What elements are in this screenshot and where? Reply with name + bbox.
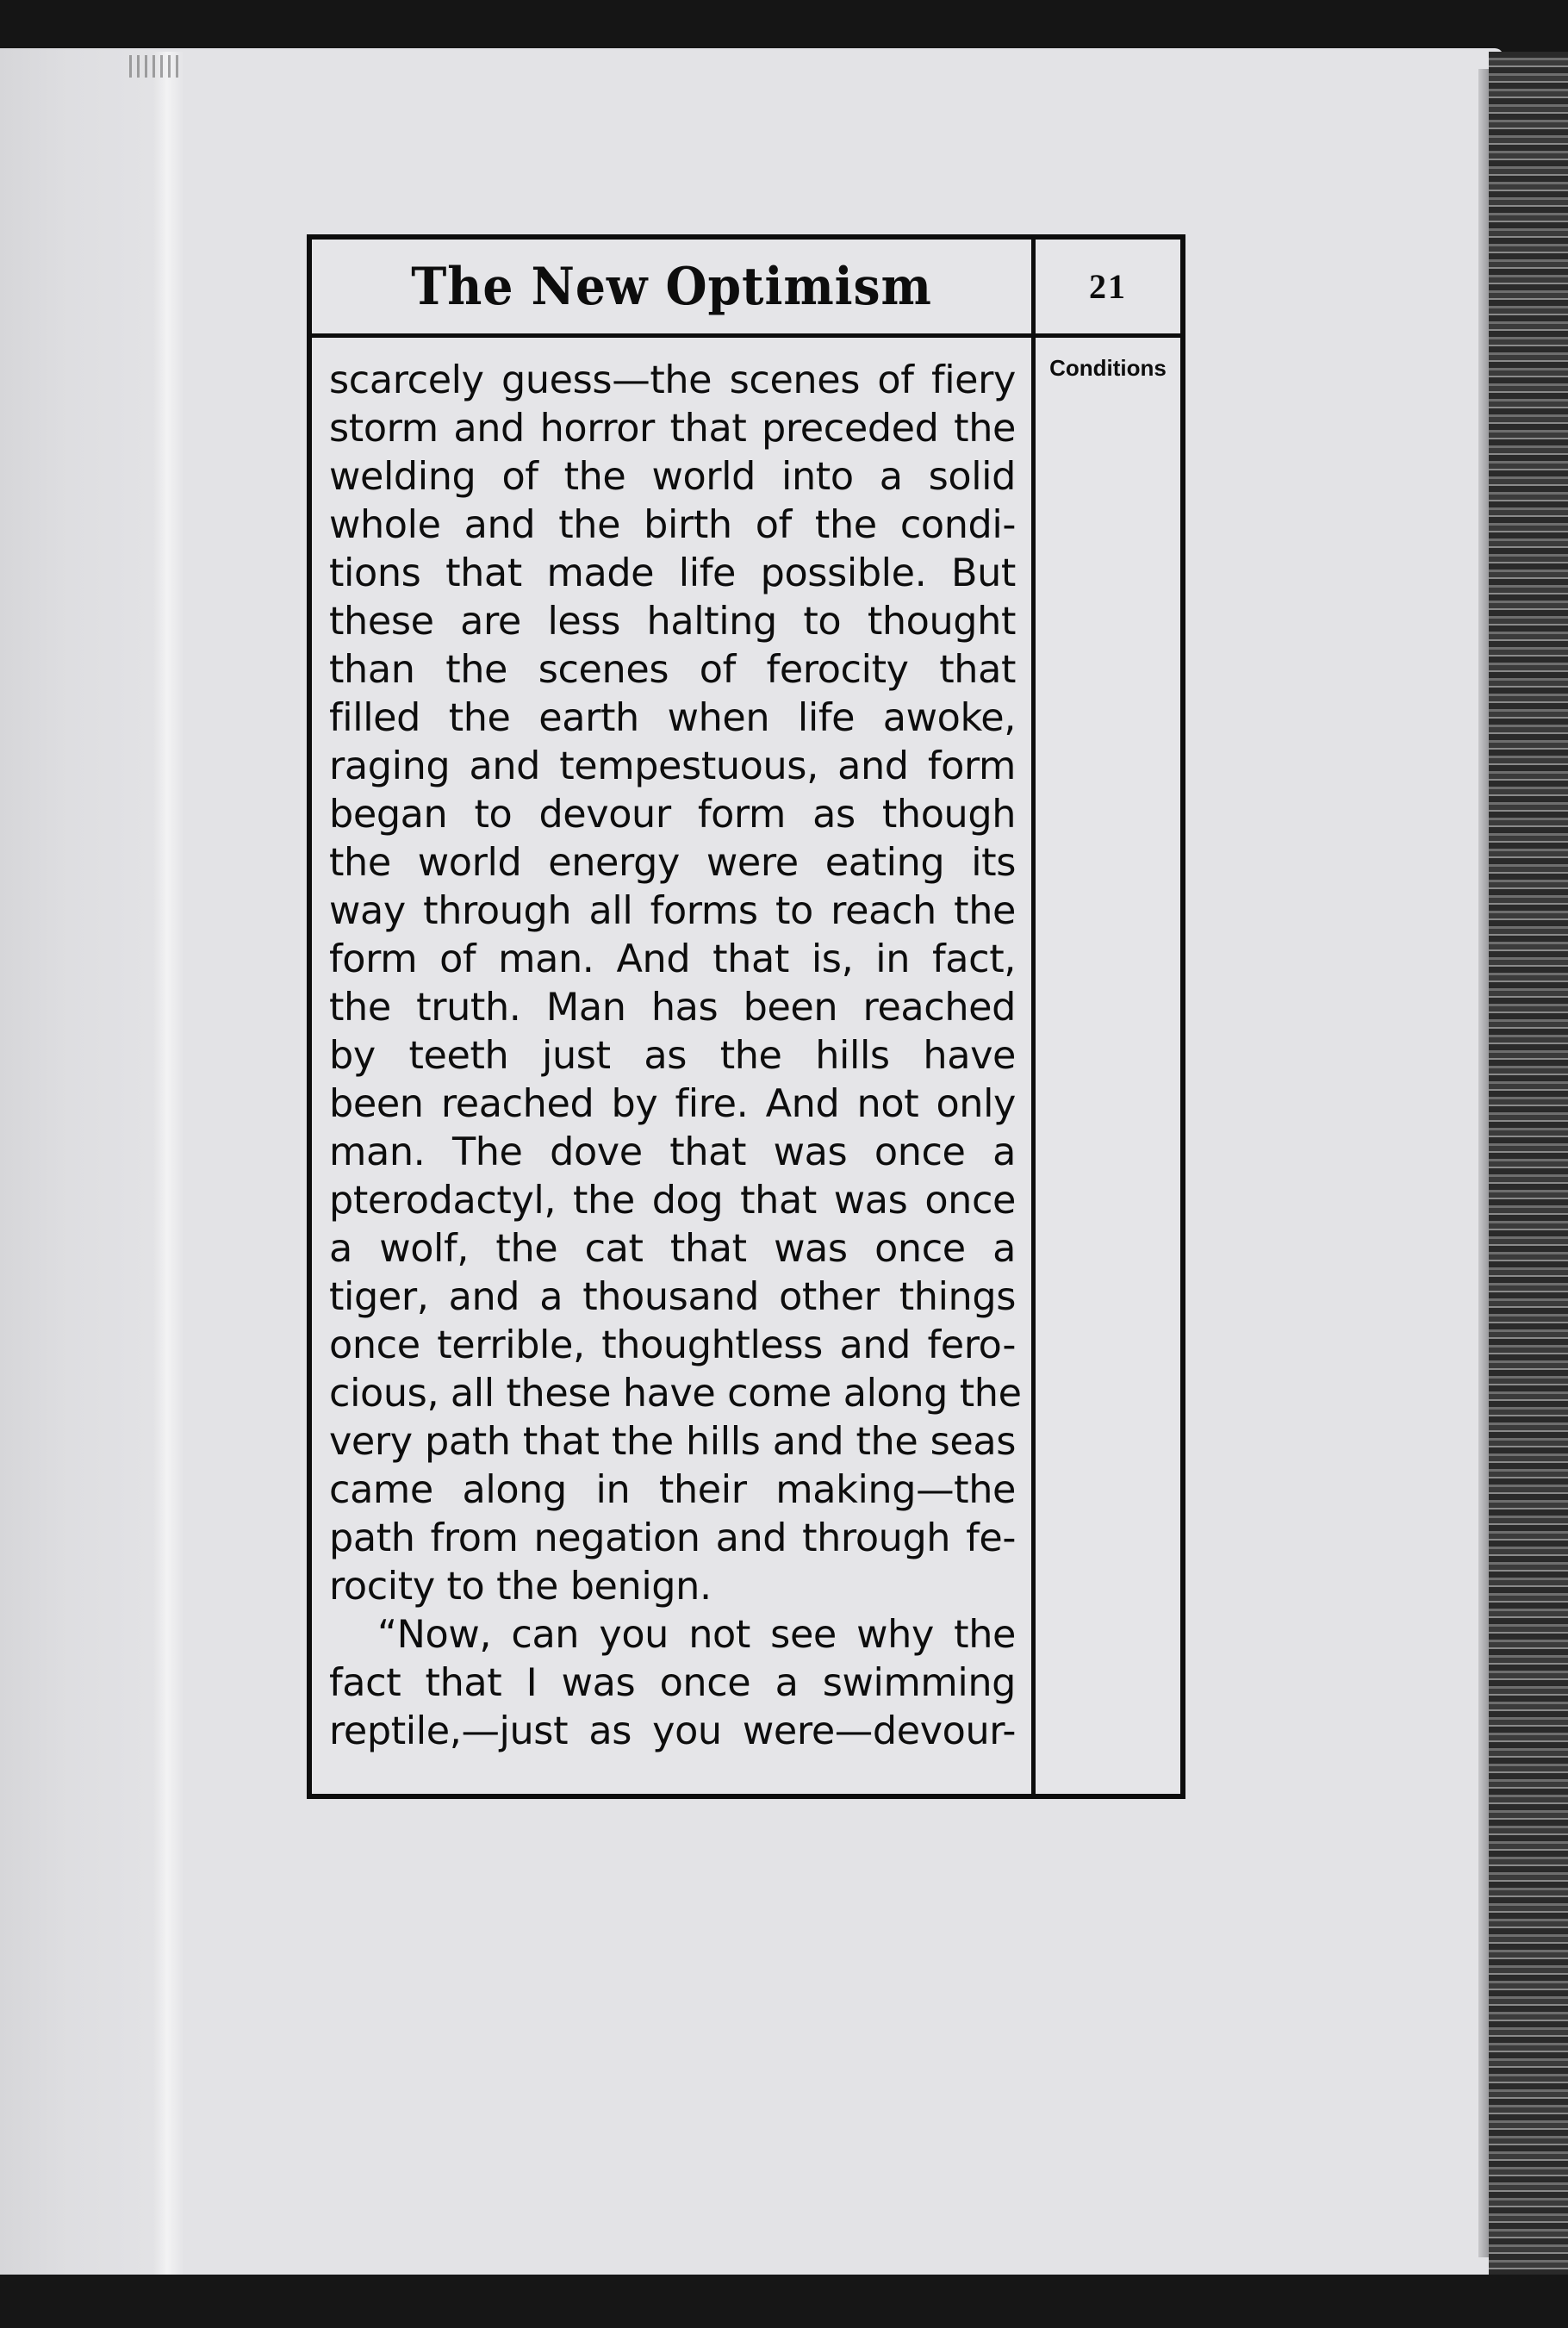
text-line: man. The dove that was once a: [329, 1130, 1016, 1174]
text-line: welding of the world into a solid: [329, 455, 1016, 499]
text-line: began to devour form as though: [329, 793, 1016, 837]
text-line: path from negation and through fe-: [329, 1516, 1016, 1560]
text-line: a wolf, the cat that was once a: [329, 1227, 1016, 1271]
book-gutter: [153, 52, 184, 2275]
page-stack-edge: [1489, 52, 1568, 2275]
text-line: filled the earth when life awoke,: [329, 696, 1016, 740]
page-number: 21: [1089, 267, 1127, 306]
text-line: than the scenes of ferocity that: [329, 648, 1016, 692]
body-text: [312, 338, 1036, 1794]
text-line: tiger, and a thousand other things: [329, 1275, 1016, 1319]
text-line: fact that I was once a swimming: [329, 1661, 1016, 1705]
text-line: whole and the birth of the condi-: [329, 503, 1016, 547]
page-number-box: [1036, 240, 1180, 338]
running-head: [312, 240, 1036, 338]
margin-column: [1036, 338, 1180, 1794]
text-line: tions that made life possible. But: [329, 551, 1016, 595]
scan-bottom-border: [0, 2275, 1568, 2328]
text-line: way through all forms to reach the: [329, 889, 1016, 933]
text-line: scarcely guess—the scenes of fiery: [329, 358, 1016, 402]
text-line: the world energy were eating its: [329, 841, 1016, 885]
text-line: by teeth just as the hills have: [329, 1034, 1016, 1078]
text-line: form of man. And that is, in fact,: [329, 937, 1016, 981]
text-line: these are less halting to thought: [329, 600, 1016, 644]
text-line: raging and tempestuous, and form: [329, 744, 1016, 788]
text-line: once terrible, thoughtless and fero-: [329, 1323, 1016, 1367]
text-frame: [307, 234, 1185, 1799]
text-line: been reached by fire. And not only: [329, 1082, 1016, 1126]
facing-page-edge: [0, 48, 172, 2276]
text-line: came along in their making—the: [329, 1468, 1016, 1512]
paragraph-start-line: “Now, can you not see why the: [377, 1613, 1016, 1657]
text-line: reptile,—just as you were—devour-: [329, 1709, 1016, 1753]
gutter-mark: [129, 55, 181, 78]
running-title: The New Optimism: [411, 256, 932, 317]
margin-note: Conditions: [1049, 355, 1167, 381]
text-line: pterodactyl, the dog that was once: [329, 1179, 1016, 1223]
scan-top-border: [0, 0, 1568, 53]
text-line: very path that the hills and the seas: [329, 1420, 1016, 1464]
text-line: cious, all these have come along the: [329, 1372, 1022, 1416]
text-line: storm and horror that preceded the: [329, 407, 1016, 451]
paragraph-end-line: rocity to the benign.: [329, 1565, 712, 1609]
text-line: the truth. Man has been reached: [329, 986, 1016, 1030]
